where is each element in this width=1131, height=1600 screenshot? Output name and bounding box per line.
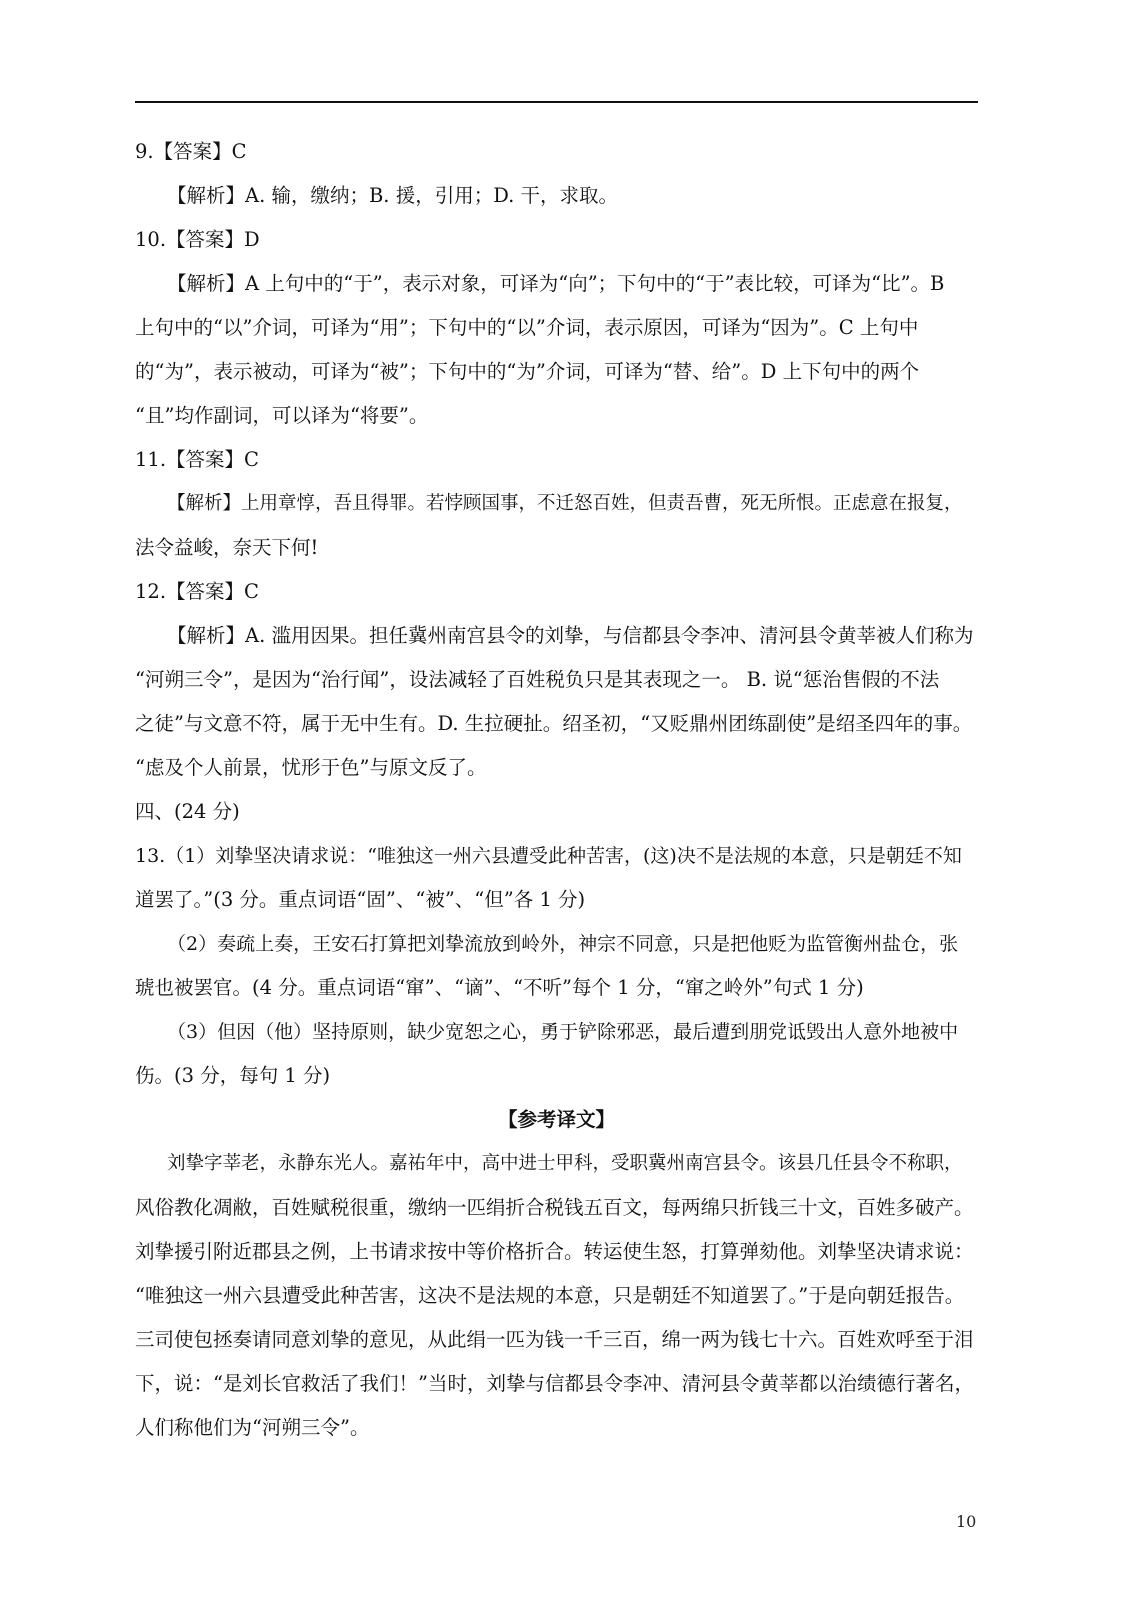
analysis-9: 【解析】A. 输，缴纳；B. 援，引用；D. 干，求取。 (167, 184, 619, 207)
q13-part2-line: （2）奏疏上奏，王安石打算把刘挚流放到岭外，神宗不同意，只是把他贬为监管衡州盐仓，张 (167, 933, 959, 955)
translation-line: 人们称他们为“河朔三令”。 (135, 1416, 370, 1439)
answer-10: 10.【答案】D (135, 228, 260, 251)
analysis-11-line: 法令益峻，奈天下何! (135, 536, 319, 559)
q13-part2-line: 琥也被罢官。(4 分。重点词语“窜”、“谪”、“不听”每个 1 分，“窜之岭外”句式 1 分) (135, 976, 864, 999)
q13-part3-line: （3）但因（他）坚持原则，缺少宽恕之心，勇于铲除邪恶，最后遭到朋党诋毁出人意外地被中 (167, 1021, 959, 1043)
translation-line: 下，说：“是刘长官救活了我们！”当时，刘挚与信都县令李冲、清河县令黄莘都以治绩德行著名， (135, 1372, 974, 1395)
translation-heading: 【参考译文】 (497, 1108, 615, 1131)
analysis-11-line: 【解析】上用章惇，吾且得罪。若悖顾国事，不迁怒百姓，但责吾曹，死无所恨。正虑意在报复， (167, 493, 963, 514)
q13-part1-line: 13.（1）刘挚坚决请求说：“唯独这一州六县遭受此种苦害，(这)决不是法规的本意，只是朝廷不知 (135, 845, 962, 867)
translation-line: 刘挚援引附近郡县之例，上书请求按中等价格折合。转运使生怒，打算弹劾他。刘挚坚决请求说： (135, 1240, 974, 1263)
answer-9: 9.【答案】C (135, 140, 247, 163)
analysis-12-line: 【解析】A. 滥用因果。担任冀州南宫县令的刘挚，与信都县令李冲、清河县令黄莘被人们称为 (167, 624, 974, 647)
analysis-10-line: “且”均作副词，可以译为“将要”。 (135, 404, 429, 427)
page-number: 10 (956, 1512, 977, 1531)
analysis-12-line: “虑及个人前景，忧形于色”与原文反了。 (135, 756, 487, 779)
translation-line: 风俗教化凋敝，百姓赋税很重，缴纳一匹绢折合税钱五百文，每两绵只折钱三十文，百姓多破产。 (135, 1196, 974, 1219)
document-body (135, 138, 978, 1458)
analysis-10-line: 【解析】A 上句中的“于”，表示对象，可译为“向”；下句中的“于”表比较，可译为“比”。B (167, 272, 945, 295)
translation-line: 三司使包拯奏请同意刘挚的意见，从此绢一匹为钱一千三百，绵一两为钱七十六。百姓欢呼至于泪 (135, 1328, 974, 1351)
translation-line: 刘挚字莘老，永静东光人。嘉祐年中，高中进士甲科，受职冀州南宫县令。该县几任县令不称职， (167, 1153, 963, 1174)
translation-line: “唯独这一州六县遭受此种苦害，这决不是法规的本意，只是朝廷不知道罢了。”于是向朝廷报告。 (135, 1284, 965, 1307)
section-four-heading: 四、(24 分) (135, 800, 240, 823)
analysis-12-line: 之徒”与文意不符，属于无中生有。D. 生拉硬扯。绍圣初，“又贬鼎州团练副使”是绍圣四年的事。 (135, 712, 973, 735)
q13-part3-line: 伤。(3 分，每句 1 分) (135, 1064, 331, 1087)
answer-11: 11.【答案】C (135, 448, 259, 471)
analysis-10-line: 的“为”，表示被动，可译为“被”；下句中的“为”介词，可译为“替、给”。D 上下句中的两个 (135, 360, 920, 383)
header-rule (135, 101, 978, 103)
q13-part1-line: 道罢了。”(3 分。重点词语“固”、“被”、“但”各 1 分) (135, 888, 586, 911)
answer-12: 12.【答案】C (135, 580, 259, 603)
analysis-10-line: 上句中的“以”介词，可译为“用”；下句中的“以”介词，表示原因，可译为“因为”。C 上句中 (135, 316, 919, 339)
analysis-12-line: “河朔三令”，是因为“治行闻”，设法减轻了百姓税负只是其表现之一。 B. 说“惩治售假的不法 (135, 668, 940, 691)
